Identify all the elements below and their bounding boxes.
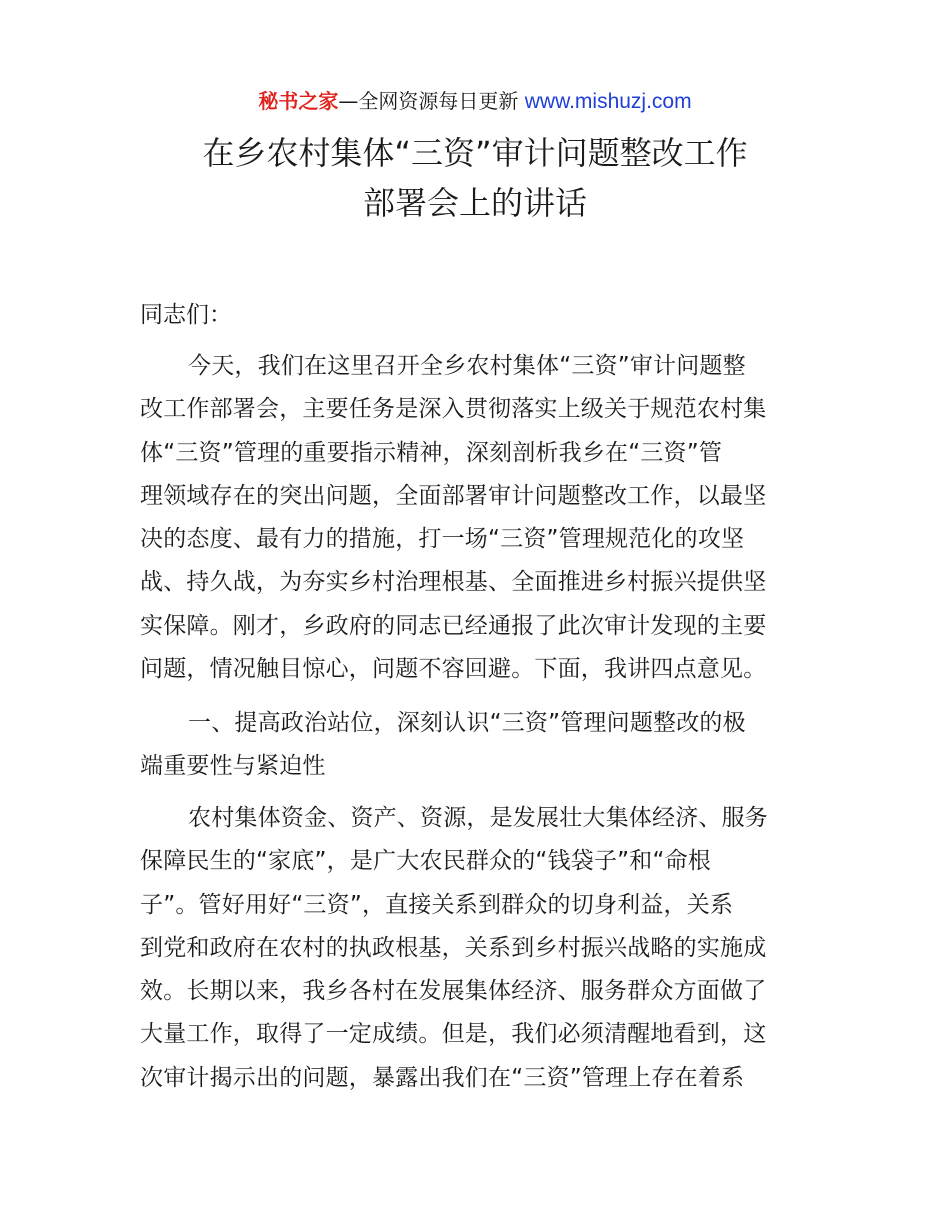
site-slogan: —全网资源每日更新 — [338, 89, 525, 113]
site-header — [0, 86, 950, 117]
text-line: 体“三资”管理的重要指示精神，深刻剖析我乡在“三资”管 — [140, 439, 723, 466]
document-title — [100, 128, 850, 228]
heading-line: 端重要性与紧迫性 — [140, 753, 326, 780]
section-heading — [140, 702, 820, 789]
text-line: 农村集体资金、资产、资源，是发展壮大集体经济、服务 — [188, 805, 768, 831]
text-line: 实保障。刚才，乡政府的同志已经通报了此次审计发现的主要 — [140, 612, 767, 639]
text-line: 子”。管好用好“三资”，直接关系到群众的切身利益，关系 — [140, 891, 734, 918]
site-url-link[interactable]: www.mishuzj.com — [524, 90, 692, 113]
paragraph-section-one — [140, 797, 820, 1100]
text-line: 次审计揭示出的问题，暴露出我们在“三资”管理上存在着系 — [140, 1064, 745, 1091]
text-line: 保障民生的“家底”，是广大农民群众的“钱袋子”和“命根 — [140, 848, 711, 875]
site-name: 秘书之家 — [258, 89, 339, 113]
title-line: 部署会上的讲话 — [362, 184, 587, 222]
text-line: 理领域存在的突出问题，全面部署审计问题整改工作，以最坚 — [140, 482, 767, 509]
text-line: 今天，我们在这里召开全乡农村集体“三资”审计问题整 — [188, 353, 746, 379]
text-line: 问题，情况触目惊心，问题不容回避。下面，我讲四点意见。 — [140, 656, 767, 683]
text-line: 效。长期以来，我乡各村在发展集体经济、服务群众方面做了 — [140, 978, 767, 1005]
text-line: 大量工作，取得了一定成绩。但是，我们必须清醒地看到，这 — [140, 1021, 767, 1048]
heading-line: 一、提高政治站位，深刻认识“三资”管理问题整改的极 — [188, 710, 746, 736]
title-line: 在乡农村集体“三资”审计问题整改工作 — [202, 134, 748, 172]
text-line: 改工作部署会，主要任务是深入贯彻落实上级关于规范农村集 — [140, 396, 767, 423]
text-line: 到党和政府在农村的执政根基，关系到乡村振兴战略的实施成 — [140, 934, 767, 961]
text-line: 决的态度、最有力的措施，打一场“三资”管理规范化的攻坚 — [140, 526, 745, 553]
text-line: 战、持久战，为夯实乡村治理根基、全面推进乡村振兴提供坚 — [140, 569, 767, 596]
salutation: 同志们： — [140, 302, 232, 328]
paragraph-opening — [140, 345, 820, 691]
